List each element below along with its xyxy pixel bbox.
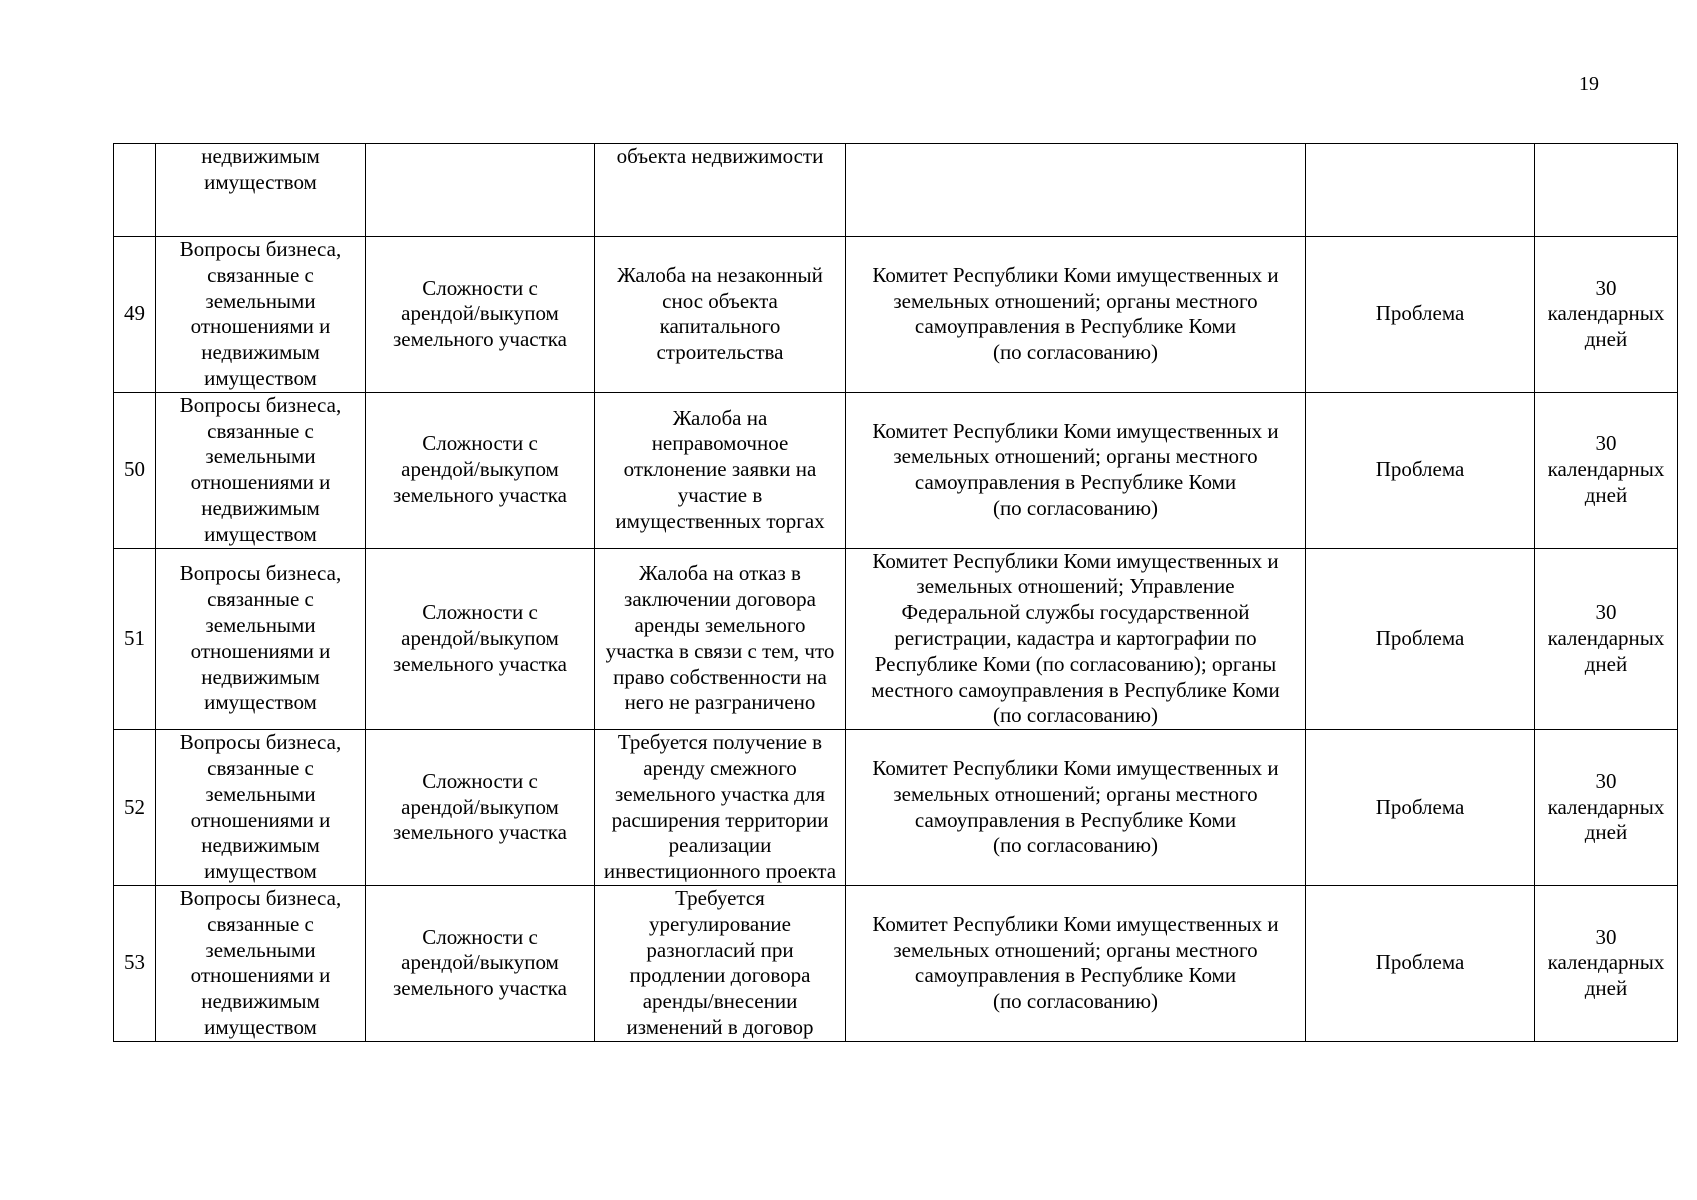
cell-responsible: Комитет Республики Коми имущественных и земельных отношений; Управление Федеральной службы государственной регистрации, кадастра и картографии по Республике Коми (по согласованию); органы местного самоуправления в Республике Коми (по согласованию) <box>846 548 1306 730</box>
table-row <box>114 392 1678 548</box>
cell-responsible: Комитет Республики Коми имущественных и земельных отношений; органы местного самоуправления в Республике Коми (по согласованию) <box>846 730 1306 886</box>
cell-term <box>1535 144 1678 237</box>
cell-description: Жалоба на неправомочное отклонение заявки на участие в имущественных торгах <box>595 392 846 548</box>
cell-number: 49 <box>114 237 156 393</box>
page-number: 19 <box>1579 73 1599 95</box>
cell-category: Вопросы бизнеса, связанные с земельными отношениями и недвижимым имуществом <box>156 730 366 886</box>
cell-type: Проблема <box>1306 237 1535 393</box>
cell-description: Жалоба на отказ в заключении договора аренды земельного участка в связи с тем, что право собственности на него не разграничено <box>595 548 846 730</box>
cell-responsible: Комитет Республики Коми имущественных и земельных отношений; органы местного самоуправления в Республике Коми (по согласованию) <box>846 885 1306 1041</box>
registry-table <box>113 143 1678 1042</box>
table-row <box>114 237 1678 393</box>
table-row <box>114 730 1678 886</box>
cell-term: 30 календарных дней <box>1535 730 1678 886</box>
cell-term: 30 календарных дней <box>1535 885 1678 1041</box>
cell-description: Требуется получение в аренду смежного земельного участка для расширения территории реализации инвестиционного проекта <box>595 730 846 886</box>
cell-term: 30 календарных дней <box>1535 237 1678 393</box>
cell-category: Вопросы бизнеса, связанные с земельными отношениями и недвижимым имуществом <box>156 392 366 548</box>
cell-description: Требуется урегулирование разногласий при продлении договора аренды/внесении изменений в договор <box>595 885 846 1041</box>
cell-description: Жалоба на незаконный снос объекта капитального строительства <box>595 237 846 393</box>
cell-number: 53 <box>114 885 156 1041</box>
cell-subcategory: Сложности с арендой/выкупом земельного участка <box>366 885 595 1041</box>
table-row <box>114 548 1678 730</box>
table-row-continuation <box>114 144 1678 237</box>
cell-responsible: Комитет Республики Коми имущественных и земельных отношений; органы местного самоуправления в Республике Коми (по согласованию) <box>846 392 1306 548</box>
cell-subcategory: Сложности с арендой/выкупом земельного участка <box>366 237 595 393</box>
cell-type: Проблема <box>1306 548 1535 730</box>
cell-number <box>114 144 156 237</box>
cell-subcategory <box>366 144 595 237</box>
cell-responsible <box>846 144 1306 237</box>
cell-type <box>1306 144 1535 237</box>
cell-number: 50 <box>114 392 156 548</box>
cell-subcategory: Сложности с арендой/выкупом земельного участка <box>366 392 595 548</box>
cell-number: 52 <box>114 730 156 886</box>
cell-term: 30 календарных дней <box>1535 392 1678 548</box>
cell-category: Вопросы бизнеса, связанные с земельными отношениями и недвижимым имуществом <box>156 548 366 730</box>
cell-description: объекта недвижимости <box>595 144 846 237</box>
cell-subcategory: Сложности с арендой/выкупом земельного участка <box>366 730 595 886</box>
cell-type: Проблема <box>1306 730 1535 886</box>
cell-type: Проблема <box>1306 885 1535 1041</box>
cell-category: Вопросы бизнеса, связанные с земельными отношениями и недвижимым имуществом <box>156 237 366 393</box>
cell-type: Проблема <box>1306 392 1535 548</box>
cell-subcategory: Сложности с арендой/выкупом земельного участка <box>366 548 595 730</box>
cell-category: недвижимым имуществом <box>156 144 366 237</box>
cell-term: 30 календарных дней <box>1535 548 1678 730</box>
table-row <box>114 885 1678 1041</box>
cell-category: Вопросы бизнеса, связанные с земельными отношениями и недвижимым имуществом <box>156 885 366 1041</box>
cell-responsible: Комитет Республики Коми имущественных и земельных отношений; органы местного самоуправления в Республике Коми (по согласованию) <box>846 237 1306 393</box>
cell-number: 51 <box>114 548 156 730</box>
